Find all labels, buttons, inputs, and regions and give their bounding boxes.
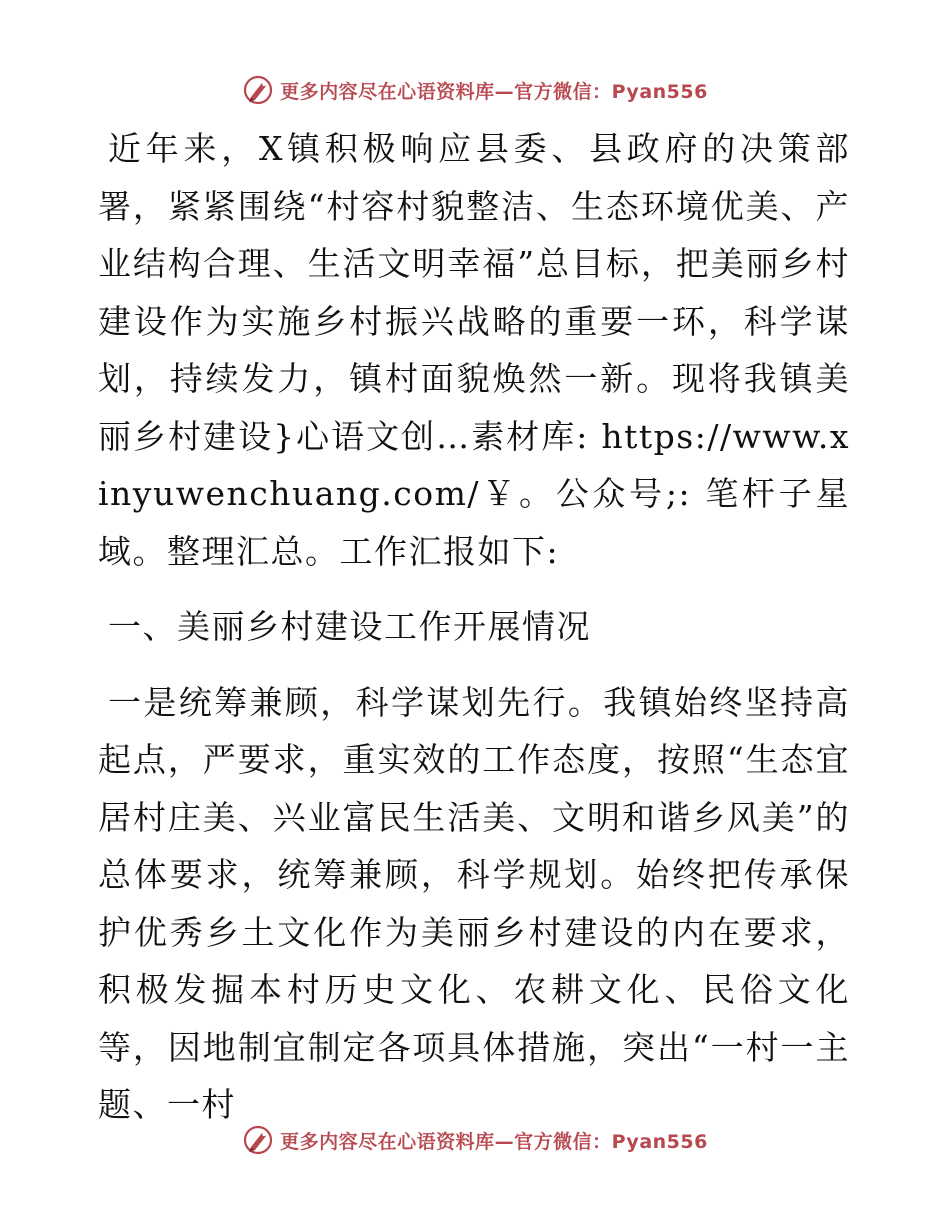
document-body (98, 120, 850, 1134)
banner-text: 更多内容尽在心语资料库—官方微信：Pyan556 (280, 80, 708, 103)
banner-text: 更多内容尽在心语资料库—官方微信：Pyan556 (280, 1130, 708, 1153)
pen-logo-icon (242, 1124, 274, 1156)
banner-content (242, 74, 708, 106)
intro-paragraph: 近年来，X镇积极响应县委、县政府的决策部署，紧紧围绕“村容村貌整洁、生态环境优美、产业结构合理、生活文明幸福”总目标，把美丽乡村建设作为实施乡村振兴战略的重要一环，科学谋划，持续发力，镇村面貌焕然一新。现将我镇美丽乡村建设}心语文创…素材库: https://www.xinyuwenchuang.com/￥。公众号;: 笔杆子星域。整理汇总。工作汇报如下: (98, 129, 850, 571)
pen-logo-icon (242, 74, 274, 106)
header-watermark-banner (0, 70, 950, 110)
banner-content (242, 1124, 708, 1156)
body-paragraph: 一是统筹兼顾，科学谋划先行。我镇始终坚持高起点，严要求，重实效的工作态度，按照“生态宜居村庄美、兴业富民生活美、文明和谐乡风美”的总体要求，统筹兼顾，科学规划。始终把传承保护优秀乡土文化作为美丽乡村建设的内在要求，积极发掘本村历史文化、农耕文化、民俗文化等，因地制宜制定各项具体措施，突出“一村一主题、一村 (98, 682, 850, 1124)
footer-watermark-banner (0, 1120, 950, 1160)
section-heading: 一、美丽乡村建设工作开展情况 (108, 607, 591, 646)
